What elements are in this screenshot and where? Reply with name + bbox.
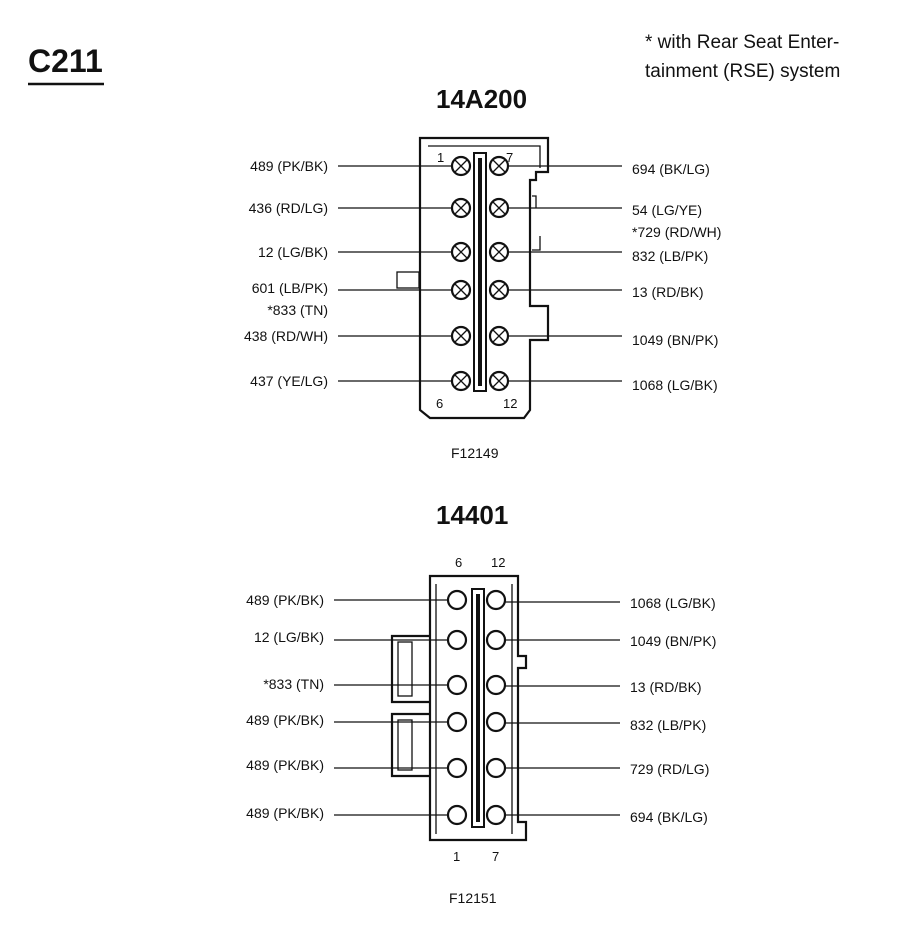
cavity [448,806,466,824]
cavity [487,759,505,777]
circuit-label: 438 (RD/WH) [243,328,328,344]
circuit-label: 12 (LG/BK) [257,244,328,260]
cavity [487,591,505,609]
circuit-label: *833 (TN) [267,302,328,318]
connector-a-latch [397,272,419,288]
cavity [448,631,466,649]
circuit-label: *833 (TN) [263,676,324,692]
cavity [487,806,505,824]
circuit-label: 1068 (LG/BK) [630,595,716,611]
circuit-label: 489 (PK/BK) [246,712,324,728]
connector-14a200 [244,84,721,461]
circuit-label: 729 (RD/LG) [630,761,710,777]
rse-note-line-2: tainment (RSE) system [645,61,841,82]
circuit-label: 489 (PK/BK) [246,592,324,608]
circuit-label: 694 (BK/LG) [632,161,710,177]
connector-a-title: 14A200 [436,84,528,114]
cavity [452,372,470,390]
connector-b-pin-6: 6 [455,555,463,570]
cavity [448,759,466,777]
connector-14401 [246,500,716,906]
cavity [490,157,508,175]
cavity [448,713,466,731]
circuit-label: 489 (PK/BK) [246,757,324,773]
cavity [452,199,470,217]
circuit-label: *729 (RD/WH) [632,224,722,240]
connector-a-pin-1: 1 [437,150,445,165]
circuit-label: 12 (LG/BK) [253,629,324,645]
connector-a-pin-12: 12 [503,396,518,411]
cavity [448,676,466,694]
connector-a-housing [420,138,548,418]
circuit-label: 54 (LG/YE) [632,202,703,218]
circuit-label: 489 (PK/BK) [246,805,324,821]
connector-a-pin-7: 7 [506,150,514,165]
cavity [452,243,470,261]
circuit-label: 832 (LB/PK) [632,248,709,264]
connector-b-title: 14401 [436,500,509,530]
cavity [487,676,505,694]
rse-note-line-1: * with Rear Seat Enter- [645,32,840,53]
connector-id: C211 [28,43,103,79]
circuit-label: 13 (RD/BK) [630,679,702,695]
circuit-label: 832 (LB/PK) [630,717,707,733]
cavity [452,157,470,175]
connector-b-pin-1: 1 [453,849,461,864]
circuit-label: 437 (YE/LG) [250,373,328,389]
cavity [487,631,505,649]
cavity [490,243,508,261]
figure-code-b: F12151 [449,890,497,906]
connector-b-pin-7: 7 [492,849,500,864]
figure-code-a: F12149 [451,445,499,461]
cavity [452,281,470,299]
circuit-label: 1049 (BN/PK) [630,633,717,649]
cavity [490,199,508,217]
circuit-label: 694 (BK/LG) [630,809,708,825]
cavity [452,327,470,345]
cavity [448,591,466,609]
connector-b-pin-12: 12 [491,555,506,570]
cavity [490,372,508,390]
cavity [490,281,508,299]
circuit-label: 1068 (LG/BK) [632,377,718,393]
cavity [487,713,505,731]
cavity [490,327,508,345]
circuit-label: 489 (PK/BK) [250,158,328,174]
circuit-label: 13 (RD/BK) [632,284,704,300]
circuit-label: 436 (RD/LG) [248,200,328,216]
circuit-label: 601 (LB/PK) [251,280,328,296]
connector-a-pin-6: 6 [436,396,444,411]
circuit-label: 1049 (BN/PK) [632,332,719,348]
